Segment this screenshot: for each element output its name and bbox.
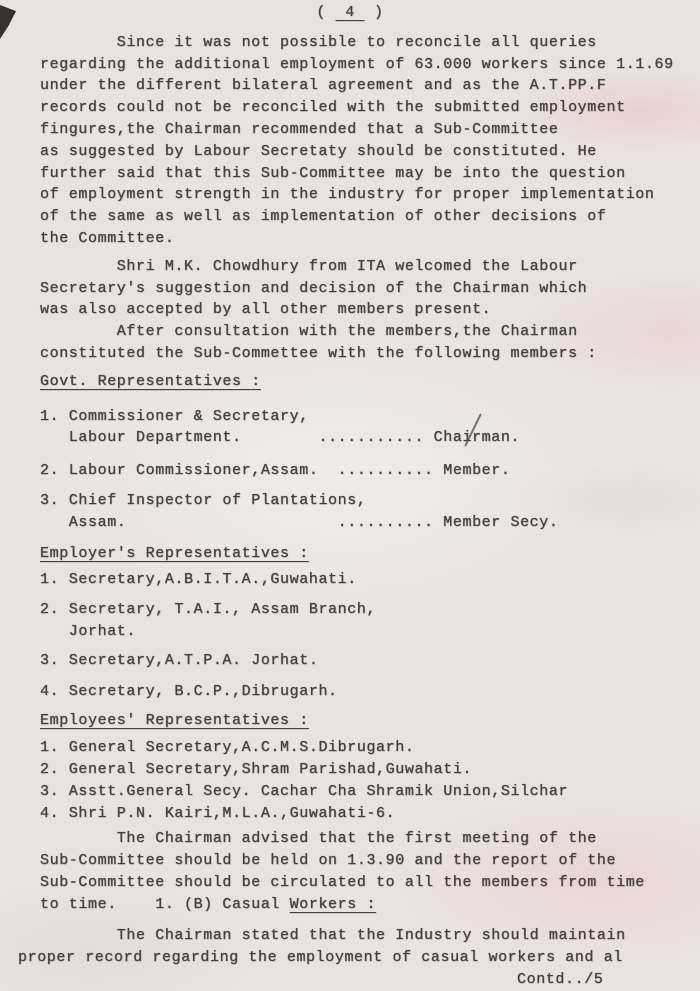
para-after-consultation [40, 321, 690, 365]
text-line: 1. General Secretary,A.C.M.S.Dibrugarh. [40, 739, 415, 757]
text-line: Jorhat. [40, 622, 137, 640]
para-first-meeting [40, 828, 690, 915]
para-reconcile-queries [40, 32, 690, 250]
text-line: The Chairman advised that the first meeting of the [40, 830, 597, 848]
employer-rep-3 [40, 650, 690, 672]
text-line: 3. Secretary,A.T.P.A. Jorhat. [40, 651, 319, 669]
text-line: 2. Labour Commissioner,Assam. .......... Member. [40, 462, 511, 480]
text-line: under the different bilateral agreement and as the A.T.PP.F [40, 77, 607, 95]
page-number [10, 2, 690, 24]
heading-employer-representatives [40, 543, 690, 565]
govt-rep-1 [40, 406, 690, 450]
contd-note: Contd../5 [517, 971, 604, 989]
para-chowdhury-welcome [40, 256, 690, 321]
text-line: 2. Secretary, T.A.I., Assam Branch, [40, 601, 377, 619]
heading-govt-representatives [40, 371, 690, 393]
govt-rep-2 [40, 460, 690, 482]
text-line: Labour Department. ........... Chairman. [40, 429, 521, 447]
employees-rep-list [40, 737, 690, 824]
section-heading: Employer's Representatives : [40, 544, 309, 562]
text-line: 1. Secretary,A.B.I.T.A.,Guwahati. [40, 571, 357, 589]
text-line: Shri M.K. Chowdhury from ITA welcomed the Labour [40, 257, 578, 275]
employer-rep-1 [40, 569, 690, 591]
text-line: 4. Secretary, B.C.P.,Dibrugarh. [40, 682, 338, 700]
text-line: further said that this Sub-Committee may be into the question [40, 164, 626, 182]
text-line: regarding the additional employment of 63.000 workers since 1.1.69 [40, 55, 674, 73]
section-heading: Govt. Representatives : [40, 372, 261, 390]
govt-rep-3 [40, 490, 690, 534]
text-line: Assam. .......... Member Secy. [40, 513, 559, 531]
text-line: 2. General Secretary,Shram Parishad,Guwahati. [40, 760, 473, 778]
text-line: 1. Commissioner & Secretary, [40, 407, 309, 425]
document-body [18, 2, 690, 969]
casual-workers-heading-line: to time. 1. (B) Casual Workers : [40, 895, 377, 913]
text-line: fingures,the Chairman recommended that a Sub-Committee [40, 120, 559, 138]
text-line: proper record regarding the employment of casual workers and al [18, 949, 623, 967]
text-line: was also accepted by all other members present. [40, 301, 492, 319]
text-line: 3. Asstt.General Secy. Cachar Cha Shramik Union,Silchar [40, 782, 569, 800]
page-number: ( 4 ) [316, 4, 384, 21]
text-line: 3. Chief Inspector of Plantations, [40, 491, 367, 509]
section-heading: Employees' Representatives : [40, 712, 309, 730]
text-line: records could not be reconciled with the submitted employment [40, 99, 626, 117]
text-line: Secretary's suggestion and decision of the Chairman which [40, 279, 588, 297]
text-line: of employment strength in the industry for proper implementation [40, 186, 655, 204]
text-line: Sub-Committee should be held on 1.3.90 and the report of the [40, 852, 617, 870]
text-line: 4. Shri P.N. Kairi,M.L.A.,Guwahati-6. [40, 804, 396, 822]
text-line: Since it was not possible to reconcile all queries [40, 33, 597, 51]
text-line: the Committee. [40, 229, 175, 247]
text-line: After consultation with the members,the Chairman [40, 323, 578, 341]
text-line: as suggested by Labour Secretaty should be constituted. He [40, 142, 597, 160]
text-line: Sub-Committee should be circulated to all the members from time [40, 873, 645, 891]
employer-rep-2 [40, 599, 690, 643]
employer-rep-4 [40, 681, 690, 703]
text-line: of the same as well as implementation of other decisions of [40, 208, 607, 226]
para-casual-workers [18, 925, 690, 969]
heading-employees-representatives [40, 710, 690, 732]
text-line: constituted the Sub-Commettee with the following members : [40, 344, 597, 362]
text-line: The Chairman stated that the Industry should maintain [40, 927, 626, 945]
